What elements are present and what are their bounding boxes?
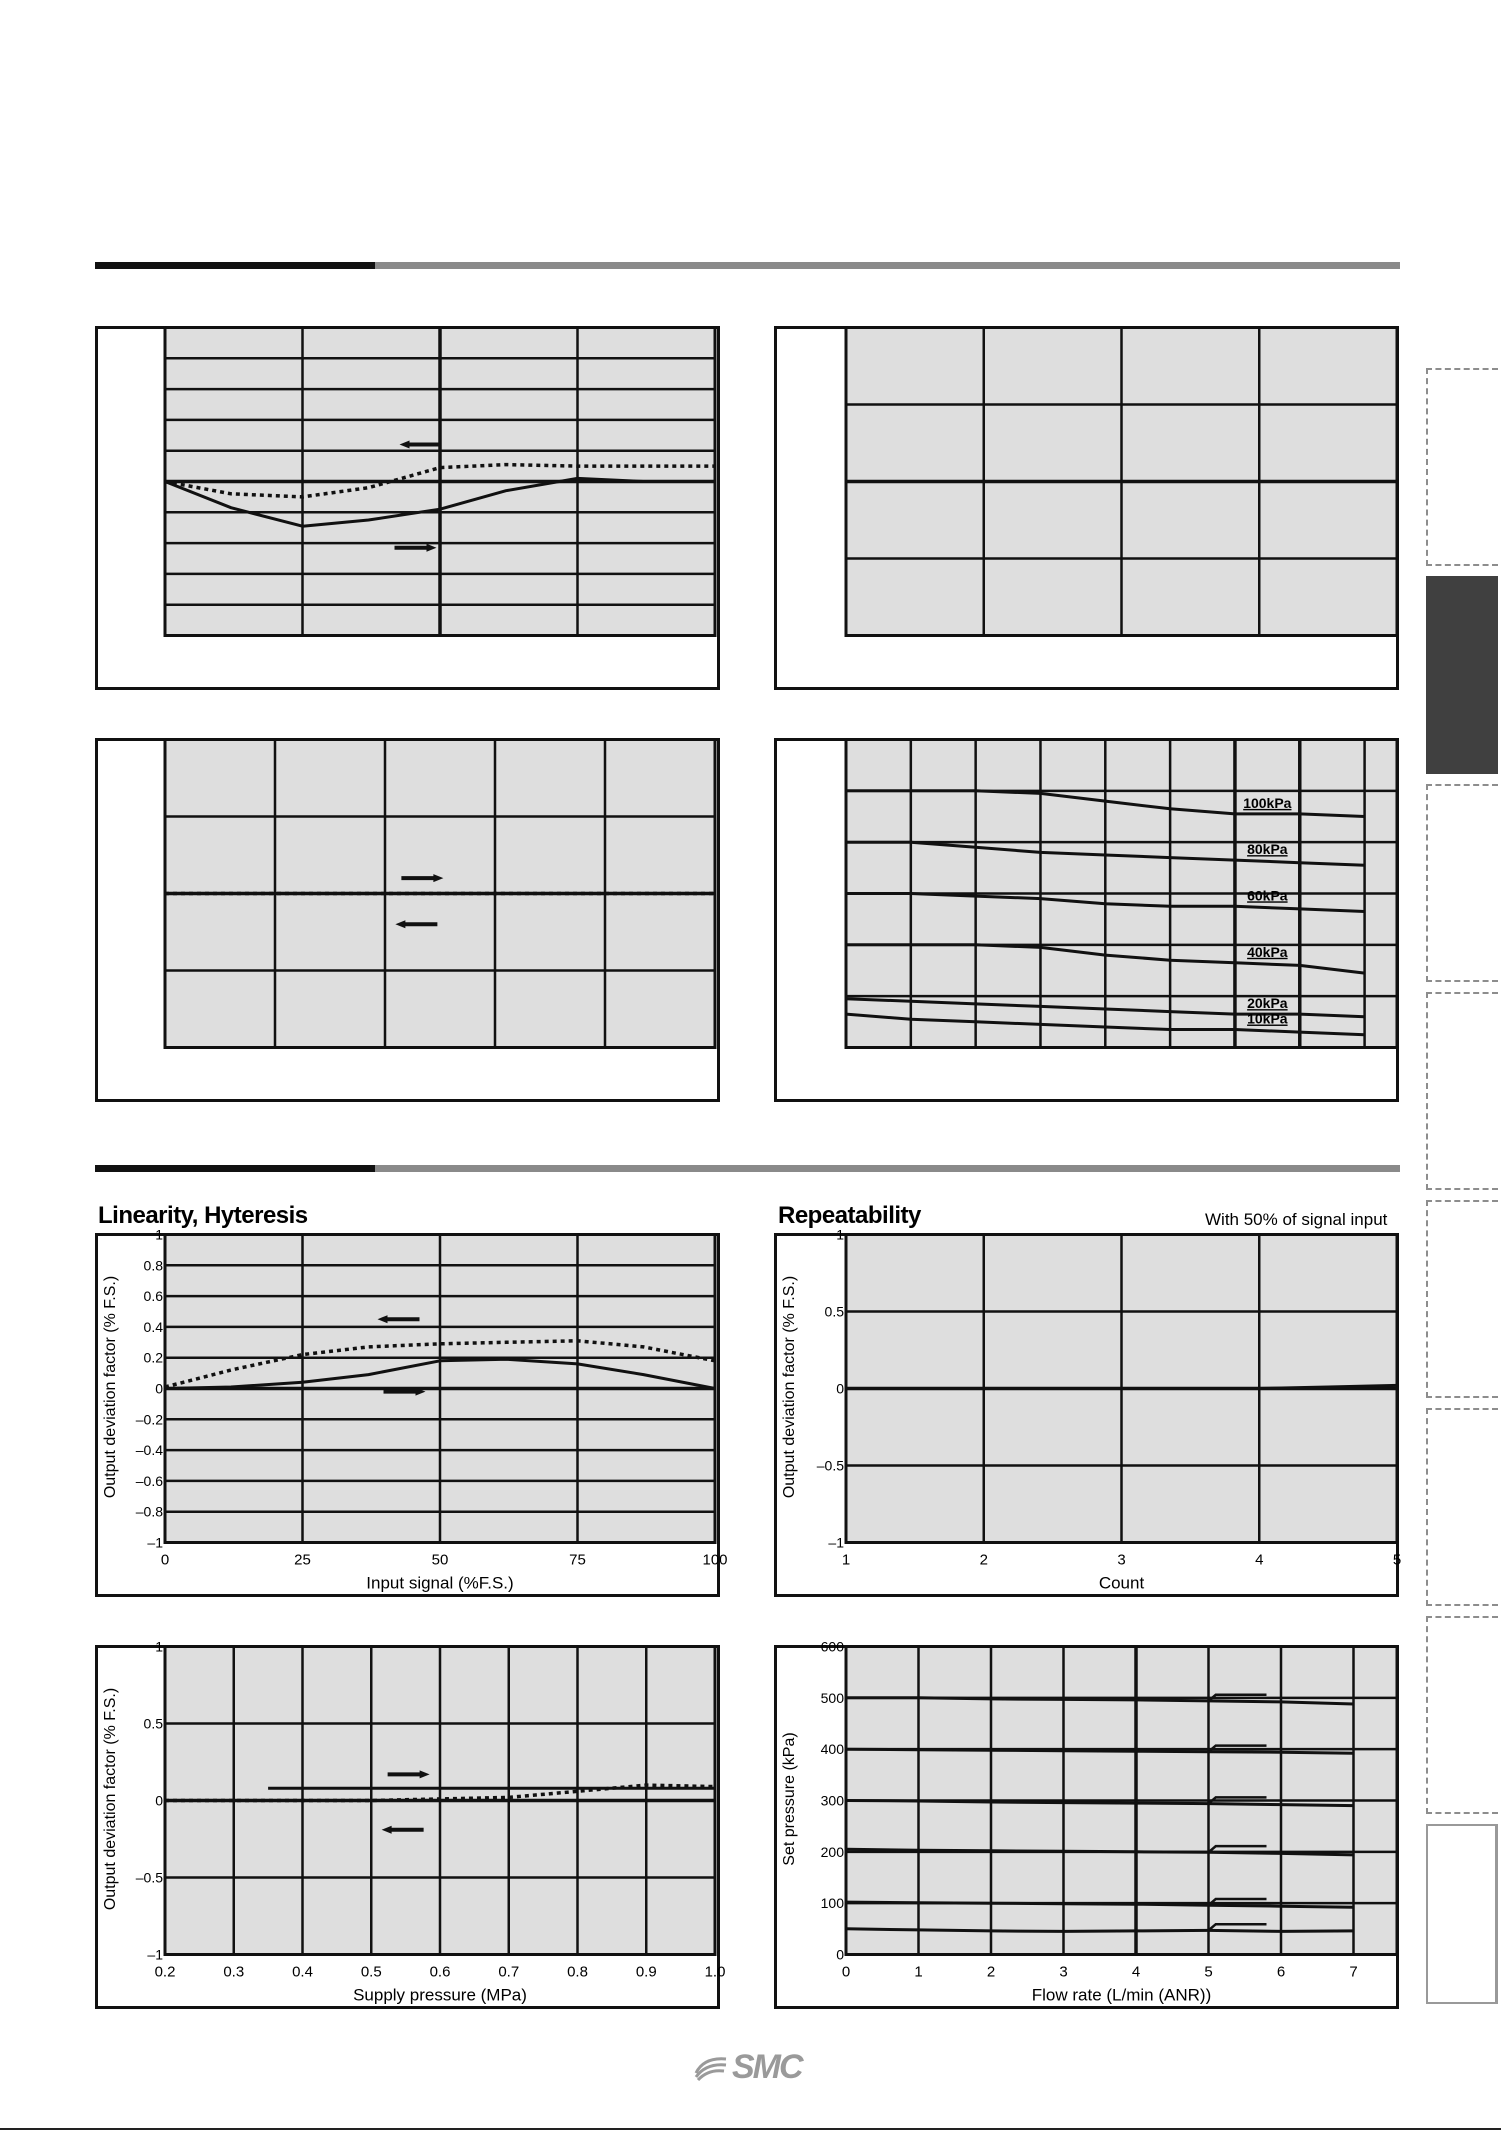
x-tick-label: 7: [1349, 1963, 1358, 1981]
chart-svg-flow: [774, 1638, 1399, 2009]
x-tick-label: 75: [569, 1551, 586, 1569]
x-tick-label: 0: [841, 1963, 851, 1981]
chart-mid-right: [774, 738, 1399, 1102]
chart-top-left: [95, 326, 720, 690]
chart-pressure: [95, 1638, 726, 2009]
x-tick-label: 0.2: [154, 1963, 176, 1981]
chart-svg-top-right: [774, 326, 1399, 690]
page-bottom-line: [0, 2128, 1501, 2130]
x-tick-label: 5: [1204, 1963, 1213, 1981]
y-tick-label: 400: [820, 1741, 844, 1758]
y-tick-label: 1: [836, 1226, 844, 1243]
smc-logo-text: SMC: [732, 2048, 802, 2086]
y-axis-label: Set pressure (kPa): [781, 1732, 798, 1866]
x-tick-label: 100: [702, 1551, 728, 1569]
x-tick-label: 0.5: [360, 1963, 382, 1981]
section-rule-middle: [95, 1165, 1400, 1172]
y-tick-label: –1: [147, 1946, 163, 1963]
y-tick-label: –1: [828, 1534, 844, 1551]
chart-top-right: [774, 326, 1399, 690]
chart-svg-top-left: [95, 326, 720, 690]
y-tick-label: –0.4: [135, 1442, 163, 1459]
y-tick-label: –0.5: [816, 1457, 844, 1474]
y-tick-label: 200: [820, 1843, 844, 1860]
y-tick-label: 1: [155, 1226, 163, 1243]
y-tick-label: 100: [820, 1895, 844, 1912]
y-tick-label: 500: [820, 1689, 844, 1706]
x-tick-label: 0.6: [429, 1963, 451, 1981]
chart-mid-left: [95, 738, 720, 1102]
x-tick-label: 1.0: [704, 1963, 726, 1981]
y-tick-label: 0: [836, 1380, 844, 1397]
y-tick-label: –0.8: [135, 1503, 163, 1520]
x-tick-label: 0.8: [567, 1963, 588, 1981]
y-tick-label: –0.6: [135, 1472, 163, 1489]
chart-svg-mid-left: [95, 738, 720, 1102]
x-axis-label: Count: [1098, 1573, 1145, 1593]
chart-svg-mid-right: [774, 738, 1399, 1102]
series-label: 100kPa: [1243, 794, 1292, 811]
index-tab-1[interactable]: [1426, 368, 1498, 566]
y-tick-label: 0: [836, 1946, 844, 1963]
index-tab-7[interactable]: [1426, 1616, 1498, 1814]
repeatability-title: Repeatability: [778, 1202, 921, 1229]
x-tick-label: 0.7: [498, 1963, 520, 1981]
x-tick-label: 2: [979, 1551, 988, 1569]
x-tick-label: 1: [841, 1551, 851, 1569]
x-tick-label: 0.3: [223, 1963, 245, 1981]
chart-svg-repeatability: [774, 1226, 1402, 1597]
index-tab-5[interactable]: [1426, 1200, 1498, 1398]
linearity-title: Linearity, Hyteresis: [98, 1202, 308, 1229]
x-tick-label: 4: [1131, 1963, 1141, 1981]
chart-svg-pressure: [95, 1638, 726, 2009]
chart-svg-linearity: [95, 1226, 728, 1597]
index-tab-2-active[interactable]: [1426, 576, 1498, 774]
chart-linearity: [95, 1226, 728, 1597]
y-tick-label: 0: [155, 1380, 163, 1397]
series-label: 60kPa: [1247, 887, 1288, 904]
series-label: 20kPa: [1247, 995, 1288, 1012]
series-label: 10kPa: [1247, 1010, 1288, 1027]
x-axis-label: Supply pressure (MPa): [353, 1985, 527, 2005]
y-tick-label: –0.5: [135, 1869, 163, 1886]
y-axis-label: Output deviation factor (% F.S.): [102, 1687, 119, 1911]
y-axis-label: Output deviation factor (% F.S.): [102, 1275, 119, 1499]
chart-repeatability: [774, 1226, 1402, 1597]
smc-logo-mark-icon: [694, 2055, 728, 2081]
y-tick-label: 0.6: [143, 1288, 163, 1305]
signal-input-note: With 50% of signal input: [1205, 1210, 1388, 1229]
x-axis-label: Input signal (%F.S.): [366, 1573, 514, 1593]
y-tick-label: 0.8: [143, 1257, 163, 1274]
x-tick-label: 0: [160, 1551, 170, 1569]
x-axis-label: Flow rate (L/min (ANR)): [1031, 1985, 1212, 2005]
x-tick-label: 6: [1276, 1963, 1286, 1981]
y-tick-label: 0: [155, 1792, 163, 1809]
index-tab-3[interactable]: [1426, 784, 1498, 982]
x-tick-label: 2: [986, 1963, 996, 1981]
smc-logo: [694, 2048, 802, 2087]
y-tick-label: 0.5: [143, 1715, 163, 1732]
x-tick-label: 3: [1059, 1963, 1068, 1981]
x-tick-label: 50: [431, 1551, 449, 1569]
x-tick-label: 0.9: [635, 1963, 657, 1981]
y-axis-label: Output deviation factor (% F.S.): [781, 1275, 798, 1499]
x-tick-label: 4: [1255, 1551, 1264, 1569]
series-label: 40kPa: [1247, 943, 1288, 960]
y-tick-label: –1: [147, 1534, 163, 1551]
y-tick-label: 300: [820, 1792, 844, 1809]
index-tab-8[interactable]: [1426, 1824, 1498, 2004]
index-tab-6[interactable]: [1426, 1408, 1498, 1606]
y-tick-label: 0.5: [824, 1303, 844, 1320]
y-tick-label: –0.2: [135, 1411, 163, 1428]
index-tab-4[interactable]: [1426, 992, 1498, 1190]
y-tick-label: 0.2: [143, 1349, 163, 1366]
chart-flow: [774, 1638, 1399, 2009]
x-tick-label: 1: [914, 1963, 923, 1981]
x-tick-label: 3: [1117, 1551, 1126, 1569]
series-label: 80kPa: [1247, 841, 1288, 858]
x-tick-label: 25: [294, 1551, 311, 1569]
x-tick-label: 5: [1392, 1551, 1402, 1569]
section-rule-top: [95, 262, 1400, 269]
y-tick-label: 0.4: [143, 1318, 163, 1335]
x-tick-label: 0.4: [292, 1963, 313, 1981]
y-tick-label: 600: [820, 1638, 844, 1655]
y-tick-label: 1: [155, 1638, 163, 1655]
